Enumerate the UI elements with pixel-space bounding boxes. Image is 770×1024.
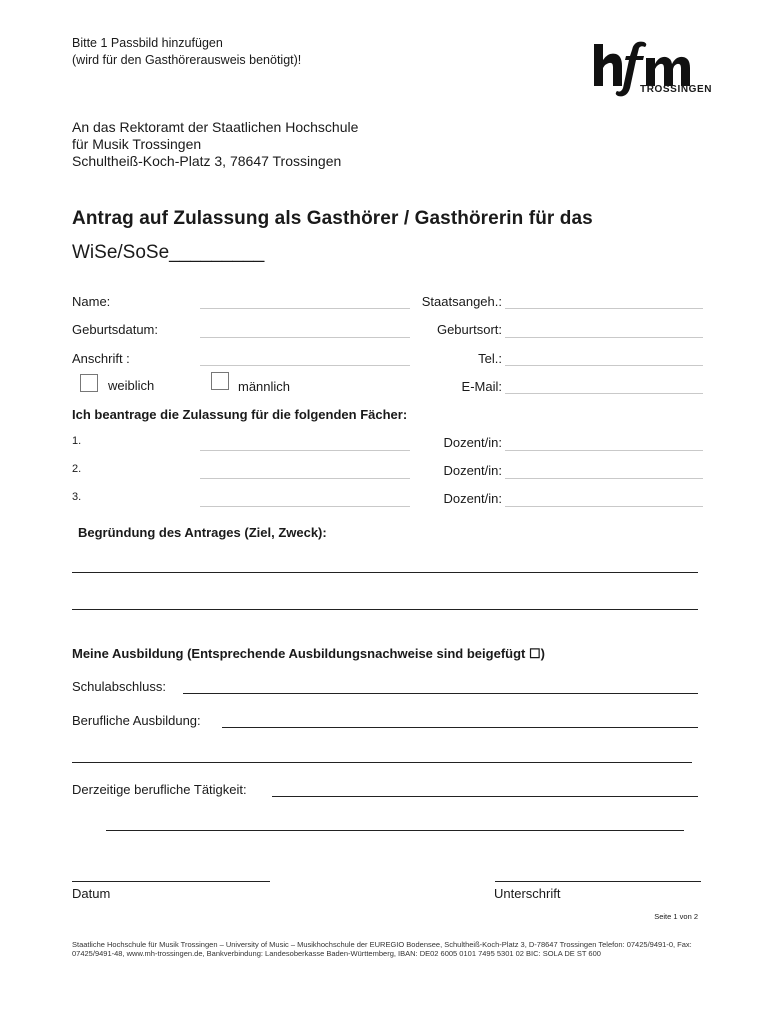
subject-number-1: 1.	[72, 435, 82, 447]
lecturer-field-1[interactable]	[505, 450, 703, 451]
lecturer-field-3[interactable]	[505, 506, 703, 507]
vocational-field-extra[interactable]	[72, 762, 692, 763]
current-job-label: Derzeitige berufliche Tätigkeit:	[72, 782, 247, 797]
school-field[interactable]	[183, 693, 698, 694]
page-number: Seite 1 von 2	[654, 912, 698, 921]
subject-field-2[interactable]	[200, 478, 410, 479]
address-line3: Schultheiß-Koch-Platz 3, 78647 Trossingen	[72, 153, 342, 169]
email-label: E-Mail:	[461, 379, 502, 394]
email-field[interactable]	[505, 393, 703, 394]
education-heading: Meine Ausbildung (Entsprechende Ausbildungsnachweise sind beigefügt ☐)	[72, 646, 545, 661]
subject-field-1[interactable]	[200, 450, 410, 451]
lecturer-label-2: Dozent/in:	[443, 463, 502, 478]
address-line2: für Musik Trossingen	[72, 136, 202, 152]
lecturer-label-1: Dozent/in:	[443, 435, 502, 450]
street-address-field[interactable]	[200, 365, 410, 366]
semester-line: WiSe/SoSe_________	[72, 242, 265, 263]
lecturer-label-3: Dozent/in:	[443, 491, 502, 506]
form-title: Antrag auf Zulassung als Gasthörer / Gasthörerin für das	[72, 208, 593, 229]
birthdate-field[interactable]	[200, 337, 410, 338]
vocational-label: Berufliche Ausbildung:	[72, 713, 201, 728]
name-label: Name:	[72, 294, 111, 309]
current-job-field-extra[interactable]	[106, 830, 684, 831]
female-label: weiblich	[108, 378, 155, 393]
birthdate-label: Geburtsdatum:	[72, 322, 158, 337]
subject-number-2: 2.	[72, 463, 82, 475]
signature-line[interactable]	[495, 881, 701, 882]
nationality-label: Staatsangeh.:	[421, 294, 502, 309]
date-line[interactable]	[72, 881, 270, 882]
reason-line-1[interactable]	[72, 572, 698, 573]
logo-subtitle: TROSSINGEN	[640, 84, 713, 95]
address-line1: An das Rektoramt der Staatlichen Hochschule	[72, 119, 359, 135]
photo-note-line2: (wird für den Gasthörerausweis benötigt)!	[72, 53, 302, 67]
vocational-field[interactable]	[222, 727, 698, 728]
name-field[interactable]	[200, 308, 410, 309]
male-checkbox[interactable]	[211, 372, 229, 390]
footer-text: Staatliche Hochschule für Musik Trossingen – University of Music – Musikhochschule der EUREGIO Bodensee, Schultheiß-Koch-Platz 3, D-78647 Trossingen Telefon: 07425/9491-0, Fax: 07425/9491-48, www.mh-trossingen.de, Bankverbindung: Landesoberkasse Baden-Württemberg, IBAN: DE02 6005 0101 7495 5301 02 BIC: SOLA DE ST 600	[72, 940, 692, 958]
school-label: Schulabschluss:	[72, 679, 166, 694]
reason-line-2[interactable]	[72, 609, 698, 610]
male-label: männlich	[238, 379, 291, 394]
nationality-field[interactable]	[505, 308, 703, 309]
female-checkbox[interactable]	[80, 374, 98, 392]
subject-number-3: 3.	[72, 491, 82, 503]
photo-note-line1: Bitte 1 Passbild hinzufügen	[72, 36, 223, 50]
phone-label: Tel.:	[478, 351, 502, 366]
street-address-label: Anschrift :	[72, 351, 130, 366]
reason-heading: Begründung des Antrages (Ziel, Zweck):	[78, 525, 327, 540]
birthplace-label: Geburtsort:	[436, 322, 502, 337]
date-label: Datum	[72, 886, 111, 901]
birthplace-field[interactable]	[505, 337, 703, 338]
phone-field[interactable]	[505, 365, 703, 366]
subject-field-3[interactable]	[200, 506, 410, 507]
signature-label: Unterschrift	[494, 886, 561, 901]
subjects-heading: Ich beantrage die Zulassung für die folgenden Fächer:	[72, 407, 408, 422]
current-job-field[interactable]	[272, 796, 698, 797]
lecturer-field-2[interactable]	[505, 478, 703, 479]
